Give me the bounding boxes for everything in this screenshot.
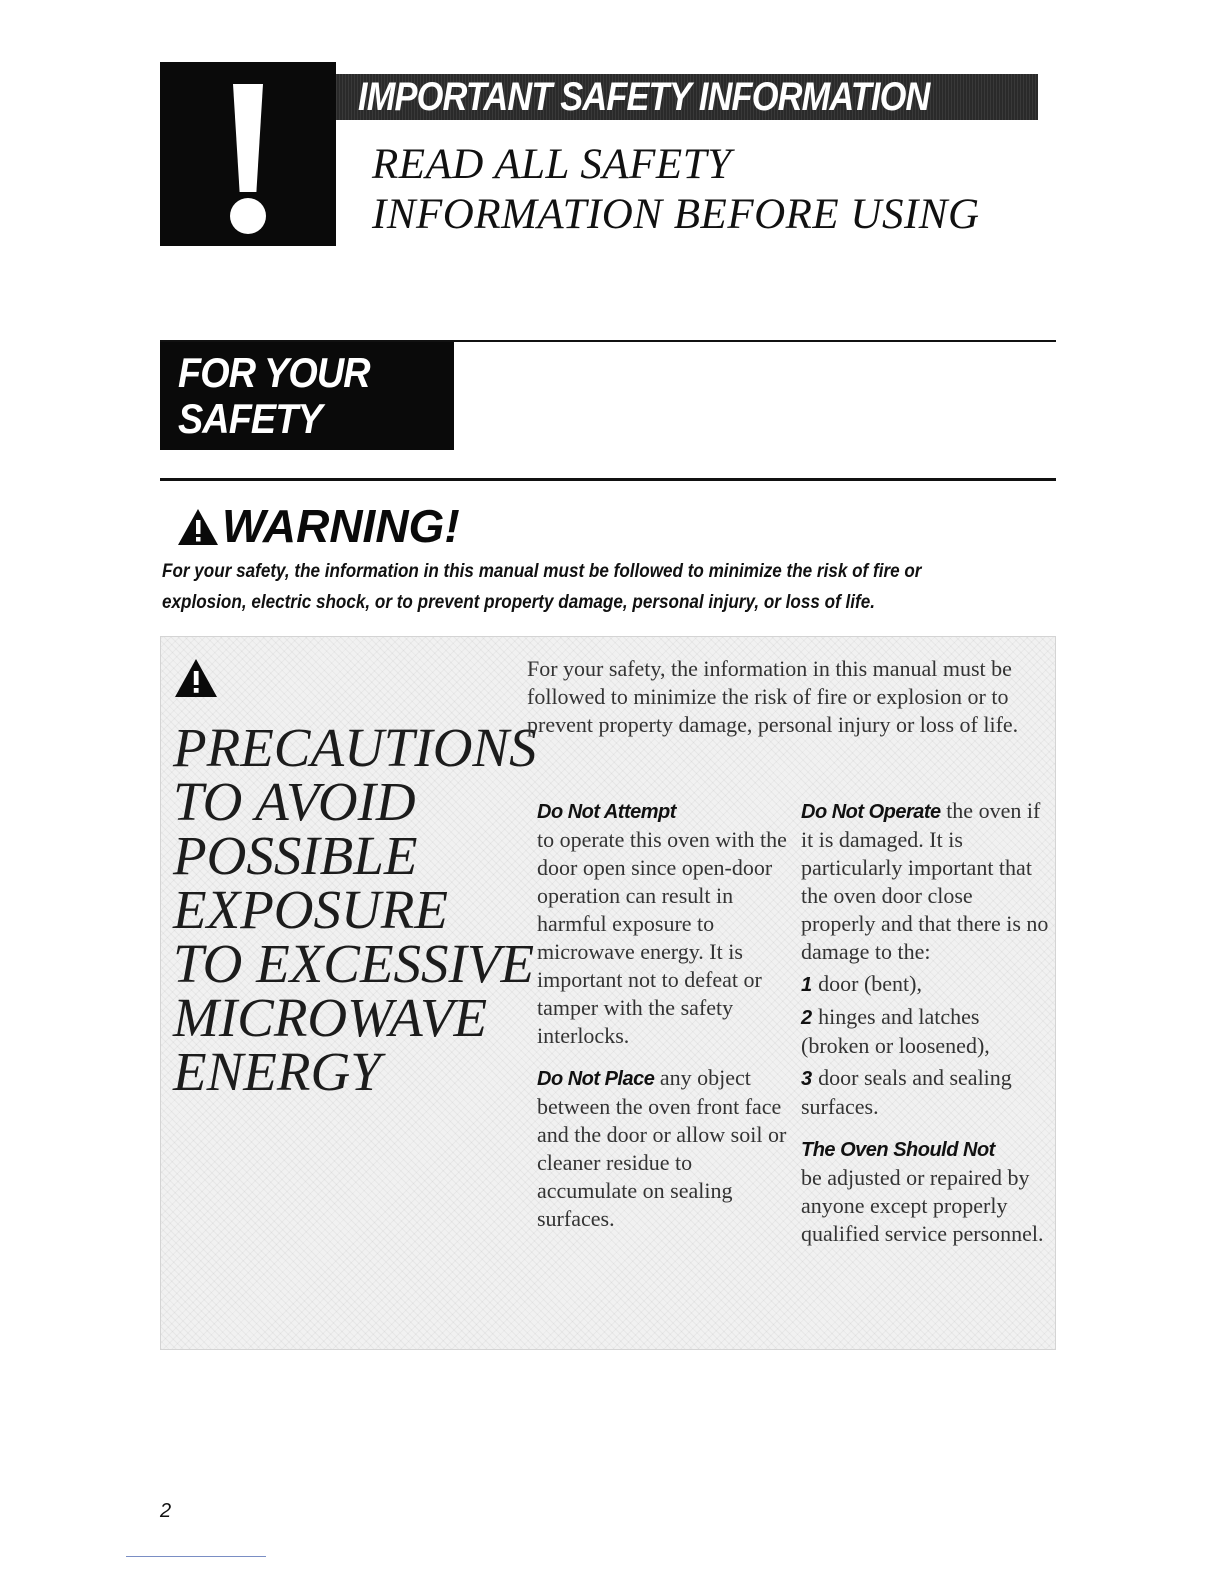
precautions-title-line: PRECAUTIONS — [173, 717, 537, 778]
section-heading-text — [178, 350, 370, 442]
list-item-text: door seals and sealing surfaces. — [801, 1065, 1012, 1119]
do-not-attempt-paragraph — [537, 797, 797, 1050]
section-heading — [160, 342, 454, 450]
subtitle-line-1: READ ALL SAFETY — [372, 141, 732, 188]
list-item-text: hinges and latches (broken or loosened), — [801, 1004, 990, 1058]
oven-should-not-paragraph — [801, 1135, 1051, 1248]
list-item-number: 1 — [801, 974, 813, 996]
exclamation-bar — [233, 84, 263, 192]
precautions-title-line: EXPOSURE — [173, 879, 448, 940]
exclamation-icon — [160, 62, 336, 246]
warning-triangle-icon — [173, 657, 219, 699]
precautions-panel — [160, 636, 1056, 1350]
precautions-column-middle — [537, 797, 797, 1237]
list-item-text: door (bent), — [818, 971, 922, 996]
exclamation-dot — [230, 198, 266, 234]
do-not-operate-paragraph — [801, 797, 1051, 966]
list-item-number: 2 — [801, 1007, 813, 1029]
damage-list — [801, 970, 1051, 1121]
precautions-title-line: POSSIBLE — [173, 825, 418, 886]
safety-banner — [336, 74, 1038, 120]
oven-should-not-text: be adjusted or repaired by anyone except properly qualified service personnel. — [801, 1165, 1044, 1246]
precautions-intro: For your safety, the information in this manual must be followed to minimize the risk of fire or explosion or to prevent property damage, personal injury or loss of life. — [527, 656, 1019, 737]
page-subtitle — [372, 140, 980, 240]
warning-triangle-icon — [176, 507, 220, 547]
do-not-place-paragraph — [537, 1064, 797, 1233]
list-item-number: 3 — [801, 1068, 813, 1090]
do-not-place-text: any object between the oven front face and the door or allow soil or cleaner residue to accumulate on sealing surfaces. — [537, 1065, 787, 1231]
list-item — [801, 1003, 1051, 1060]
section-rule-bottom — [160, 478, 1056, 481]
precautions-title-line: MICROWAVE — [173, 987, 488, 1048]
page-number: 2 — [160, 1500, 172, 1522]
precautions-title-line: TO AVOID — [173, 771, 416, 832]
do-not-attempt-text: to operate this oven with the door open since open-door operation can result in harmful exposure to microwave energy. It is important not to defeat or tamper with the safety interlocks. — [537, 827, 787, 1048]
do-not-attempt-lead: Do Not Attempt — [537, 801, 676, 823]
list-item — [801, 1064, 1051, 1121]
do-not-operate-lead: Do Not Operate — [801, 801, 941, 823]
warning-text: For your safety, the information in this manual must be followed to minimize the risk of fire or explosion, electric shock, or to prevent property damage, personal injury, or loss of life. — [162, 561, 922, 613]
list-item — [801, 970, 1051, 999]
precautions-column-right — [801, 797, 1051, 1252]
do-not-place-lead: Do Not Place — [537, 1068, 655, 1090]
precautions-title-line: TO EXCESSIVE — [173, 933, 535, 994]
warning-title: WARNING! — [222, 500, 460, 552]
banner-title: IMPORTANT SAFETY INFORMATION — [358, 75, 930, 119]
precautions-title — [173, 717, 537, 1102]
section-heading-line-1: FOR YOUR — [178, 349, 370, 396]
precautions-title-line: ENERGY — [173, 1041, 381, 1102]
do-not-operate-text: the oven if it is damaged. It is particularly important that the oven door close properly and that there is no damage to the: — [801, 798, 1049, 964]
footer-rule — [126, 1556, 266, 1557]
oven-should-not-lead: The Oven Should Not — [801, 1139, 995, 1161]
subtitle-line-2: INFORMATION BEFORE USING — [372, 191, 980, 238]
section-heading-line-2: SAFETY — [178, 395, 322, 442]
